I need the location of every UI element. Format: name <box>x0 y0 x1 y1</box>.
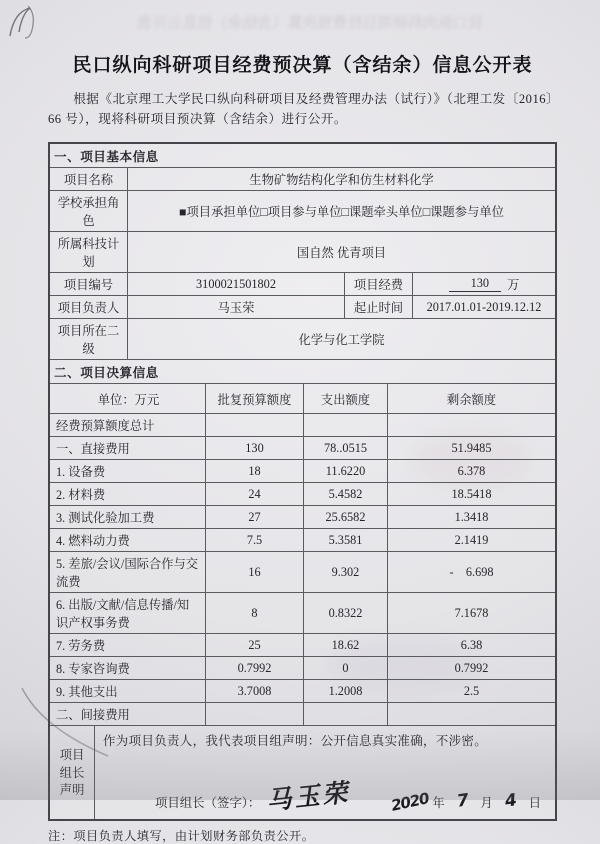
budget-approved <box>205 414 303 436</box>
funding-value <box>412 273 555 295</box>
budget-item-label: 8. 专家咨询费 <box>56 662 130 677</box>
budget-approved: 27 <box>205 506 303 528</box>
budget-approved <box>205 703 303 725</box>
budget-item-label: 6. 出版/文献/信息传播/知识产权事务费 <box>56 598 190 631</box>
budget-spent: 18.62 <box>303 634 387 656</box>
budget-spent: 25.6582 <box>303 506 387 528</box>
budget-table-header-row <box>50 383 555 413</box>
budget-remain: 6.38 <box>387 634 555 656</box>
table-row <box>50 656 555 679</box>
leader-value: 马玉荣 <box>127 296 344 318</box>
table-row <box>50 272 555 295</box>
budget-remain: - 6.698 <box>387 552 555 592</box>
date-day: 4 <box>503 790 519 813</box>
table-row <box>50 295 555 318</box>
pen-scribble <box>4 2 52 44</box>
footnote: 注：项目负责人填写，由计划财务部负责公开。 <box>48 829 315 844</box>
declaration-statement: 作为项目负责人，我代表项目组声明：公开信息真实准确，不涉密。 <box>103 734 488 749</box>
date-month: 7 <box>455 790 470 813</box>
budget-item-label: 7. 劳务费 <box>56 639 106 654</box>
budget-spent: 0.8322 <box>303 593 387 633</box>
leader-label: 项目负责人 <box>57 301 120 316</box>
budget-approved: 130 <box>205 437 303 459</box>
table-row <box>50 482 555 505</box>
table-row <box>50 679 555 702</box>
budget-remain: 2.5 <box>387 680 555 702</box>
column-header-spent: 支出额度 <box>303 384 387 413</box>
budget-spent: 78..0515 <box>303 437 387 459</box>
table-row <box>50 231 555 272</box>
declaration-side-label-line: 项目 <box>59 748 85 763</box>
month-suffix: 月 <box>480 796 493 811</box>
table-row <box>50 318 555 359</box>
handwritten-date <box>389 789 547 816</box>
project-name-label: 项目名称 <box>63 173 114 188</box>
budget-item-label: 4. 燃料动力费 <box>56 534 130 549</box>
table-row <box>50 551 555 592</box>
budget-spent: 1.2008 <box>303 680 387 702</box>
funding-amount: 130 <box>449 276 501 292</box>
budget-remain: 18.5418 <box>387 483 555 505</box>
table-row <box>50 702 555 725</box>
section1-header: 一、项目基本信息 <box>54 150 159 165</box>
declaration-side-label-line: 组长 <box>59 765 85 780</box>
budget-item-label: 9. 其他支出 <box>56 685 118 700</box>
period-value: 2017.01.01-2019.12.12 <box>412 296 555 318</box>
program-value: 国自然 优青项目 <box>127 232 555 272</box>
project-number-label: 项目编号 <box>63 278 114 293</box>
role-checkboxes: ■项目承担单位□项目参与单位□课题牵头单位□课题参与单位 <box>127 191 555 231</box>
declaration-side-label <box>50 726 94 819</box>
budget-item-label: 1. 设备费 <box>56 465 106 480</box>
budget-remain: 51.9485 <box>387 437 555 459</box>
column-header-budget: 批复预算额度 <box>205 384 303 413</box>
column-header-unit: 单位：万元 <box>97 392 160 407</box>
year-suffix: 年 <box>432 796 445 811</box>
date-year: 2020 <box>389 789 430 816</box>
budget-approved: 18 <box>205 460 303 482</box>
school-value: 化学与化工学院 <box>127 319 555 359</box>
budget-spent <box>303 414 387 436</box>
budget-approved: 24 <box>205 483 303 505</box>
budget-spent: 11.6220 <box>303 460 387 482</box>
budget-spent <box>303 703 387 725</box>
table-row <box>50 505 555 528</box>
period-label: 起止时间 <box>344 296 412 318</box>
table-row <box>50 167 555 190</box>
project-number-value: 3100021501802 <box>127 273 344 295</box>
day-suffix: 日 <box>528 796 541 811</box>
budget-remain <box>387 703 555 725</box>
budget-item-label: 经费预算额度总计 <box>56 419 155 434</box>
section1-header-row <box>50 144 555 167</box>
budget-remain: 7.1678 <box>387 593 555 633</box>
declaration-row <box>50 725 555 819</box>
table-row <box>50 528 555 551</box>
budget-approved: 3.7008 <box>205 680 303 702</box>
table-row <box>50 459 555 482</box>
budget-approved: 8 <box>205 593 303 633</box>
budget-remain: 0.7992 <box>387 657 555 679</box>
budget-spent: 0 <box>303 657 387 679</box>
program-label: 所属科技计划 <box>57 237 120 270</box>
project-name-value: 生物矿物结构化学和仿生材料化学 <box>127 168 555 190</box>
declaration-side-label-line: 声明 <box>59 782 85 797</box>
page-title: 民口纵向科研项目经费预决算（含结余）信息公开表 <box>72 55 533 76</box>
budget-approved: 7.5 <box>205 529 303 551</box>
sign-label: 项目组长（签字）： <box>155 796 261 811</box>
declaration-content <box>94 726 555 819</box>
budget-approved: 16 <box>205 552 303 592</box>
budget-item-label: 二、间接费用 <box>56 708 130 723</box>
school-label: 项目所在二级 <box>57 324 120 357</box>
signature-line <box>103 775 547 816</box>
table-row <box>50 633 555 656</box>
section2-header-row <box>50 359 555 383</box>
funding-unit: 万 <box>507 278 520 293</box>
table-row <box>50 436 555 459</box>
budget-item-label: 2. 材料费 <box>56 488 106 503</box>
budget-spent: 9.302 <box>303 552 387 592</box>
budget-remain <box>387 414 555 436</box>
disclosure-form-table <box>48 142 557 821</box>
budget-item-label: 一、直接费用 <box>56 442 130 457</box>
budget-remain: 1.3418 <box>387 506 555 528</box>
budget-spent: 5.3581 <box>303 529 387 551</box>
section2-header: 二、项目决算信息 <box>54 366 159 381</box>
budget-remain: 6.378 <box>387 460 555 482</box>
signature-handwriting: 马玉荣 <box>265 777 352 816</box>
table-row <box>50 190 555 231</box>
budget-approved: 0.7992 <box>205 657 303 679</box>
budget-item-label: 5. 差旅/会议/国际合作与交流费 <box>56 557 199 590</box>
funding-label: 项目经费 <box>344 273 412 295</box>
budget-item-label: 3. 测试化验加工费 <box>56 511 155 526</box>
bleed-through-text: 民口纵向科研项目经费预决算（含结余）信息公开表 <box>136 16 484 32</box>
table-row <box>50 592 555 633</box>
column-header-remain: 剩余额度 <box>387 384 555 413</box>
role-label: 学校承担角色 <box>57 196 120 229</box>
budget-spent: 5.4582 <box>303 483 387 505</box>
budget-remain: 2.1419 <box>387 529 555 551</box>
budget-approved: 25 <box>205 634 303 656</box>
intro-paragraph: 根据《北京理工大学民口纵向科研项目及经费管理办法（试行）》（北理工发〔2016〕66 号），现将科研项目预决算（含结余）进行公开。 <box>48 92 553 127</box>
table-row <box>50 413 555 436</box>
document-page <box>48 50 557 844</box>
